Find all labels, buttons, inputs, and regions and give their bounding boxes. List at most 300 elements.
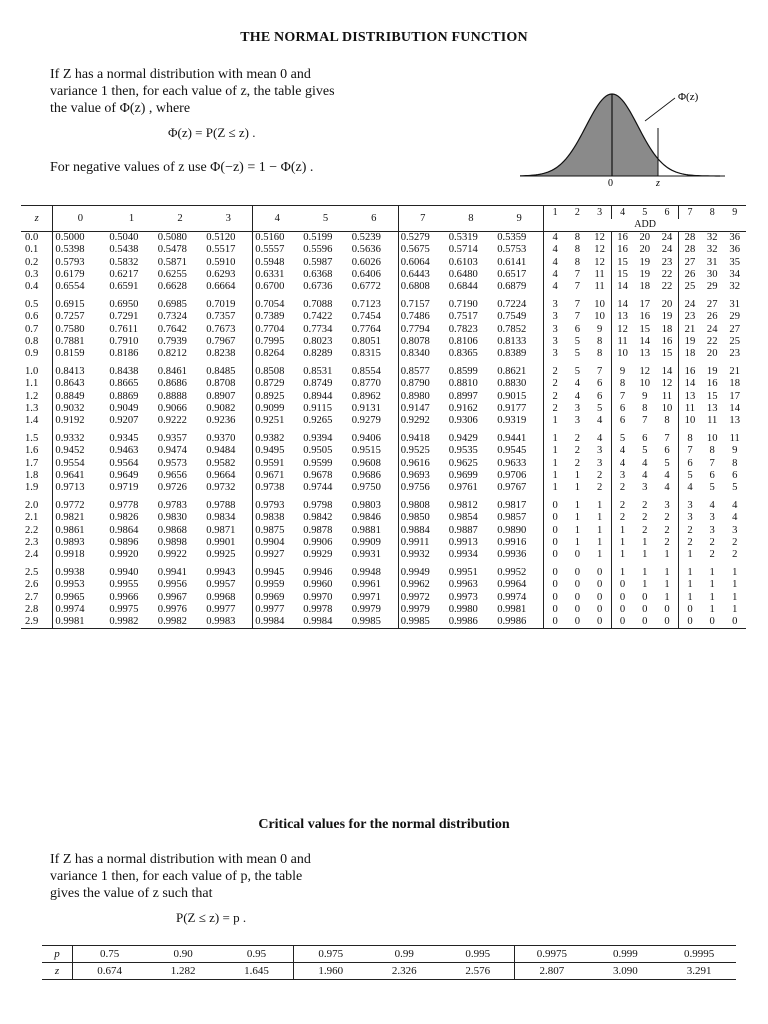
add-value-cell: 5: [611, 427, 633, 445]
phi-value-cell: 0.8133: [497, 335, 527, 347]
phi-value-cell: 0.9131: [351, 402, 381, 414]
add-value-cell: 34: [729, 268, 740, 280]
z-value-cell: 3.090: [589, 963, 663, 980]
phi-value-cell: 0.9686: [351, 469, 381, 481]
z-column-header: z: [21, 206, 53, 232]
add-value-cell: 1: [709, 579, 715, 591]
normal-curve-figure: [520, 78, 745, 190]
negative-values-note: For negative values of z use Φ(−z) = 1 − Φ(z) .: [50, 160, 314, 175]
phi-value-cell: 0.9977: [253, 604, 301, 616]
phi-value-cell: 0.9750: [351, 482, 381, 494]
z-value-cell: 1.2: [25, 390, 39, 402]
add-value-cell: 9: [611, 360, 633, 378]
phi-value-cell: 0.8944: [303, 390, 333, 402]
phi-value-cell: 0.9452: [53, 445, 107, 457]
z-value-cell: 2.807: [515, 963, 589, 980]
add-value-cell: 2: [574, 445, 581, 457]
phi-value-cell: 0.7967: [206, 335, 236, 347]
phi-value-cell: 0.9962: [398, 579, 446, 591]
add-value-cell: 3: [678, 512, 700, 524]
phi-value-cell: 0.7054: [253, 293, 301, 311]
add-value-cell: 0: [544, 592, 566, 604]
add-value-cell: 4: [611, 458, 633, 470]
add-value-cell: 3: [544, 348, 566, 360]
phi-value-cell: 0.9955: [109, 579, 139, 591]
phi-value-cell: 0.9963: [448, 579, 478, 591]
phi-value-cell: 0.9961: [351, 579, 381, 591]
z-value-cell: 2.7: [25, 591, 39, 603]
phi-value-cell: 0.5793: [53, 257, 107, 269]
phi-value-cell: 0.7123: [351, 299, 381, 311]
phi-value-cell: 0.8485: [206, 366, 236, 378]
col-header: 7: [398, 206, 446, 232]
add-value-cell: 16: [639, 311, 651, 323]
z-value-cell: 2.326: [367, 963, 441, 980]
add-value-cell: 0: [574, 567, 581, 579]
phi-value-cell: 0.8212: [157, 348, 187, 360]
z-value-cell: 2.5: [25, 567, 39, 579]
phi-value-cell: 0.7517: [448, 311, 478, 323]
phi-value-cell: 0.7910: [109, 335, 139, 347]
z-value-cell: 2.1: [25, 512, 39, 524]
add-value-cell: 7: [596, 366, 603, 378]
add-digit: 3: [597, 206, 603, 218]
phi-value-cell: 0.5948: [253, 257, 301, 269]
phi-value-cell: 0.6480: [448, 268, 478, 280]
phi-value-cell: 0.9671: [253, 470, 301, 482]
phi-value-cell: 0.8907: [206, 390, 236, 402]
z-value-cell: 2.2: [25, 524, 39, 536]
phi-value-cell: 0.9977: [206, 603, 236, 615]
phi-value-cell: 0.6517: [497, 268, 527, 280]
add-value-cell: 16: [678, 360, 700, 378]
add-value-cell: 7: [574, 268, 581, 280]
p-row: [42, 946, 736, 963]
phi-value-cell: 0.5040: [109, 232, 139, 244]
add-value-cell: 1: [596, 549, 603, 561]
add-value-cell: 0: [544, 537, 566, 549]
phi-value-cell: 0.9382: [253, 427, 301, 445]
add-value-cell: 0: [723, 616, 746, 629]
phi-value-cell: 0.6368: [303, 268, 333, 280]
intro-line: If Z has a normal distribution with mean 0 and: [50, 852, 311, 867]
phi-value-cell: 0.8531: [303, 366, 333, 378]
add-value-cell: 4: [642, 469, 648, 481]
add-value-cell: 0: [611, 604, 633, 616]
phi-value-cell: 0.8729: [253, 378, 301, 390]
add-value-cell: 4: [664, 469, 670, 481]
phi-value-cell: 0.9713: [53, 482, 107, 494]
phi-value-cell: 0.9798: [303, 500, 333, 512]
add-value-cell: 4: [732, 500, 738, 512]
add-value-cell: 6: [678, 458, 700, 470]
add-value-cell: 10: [611, 348, 633, 360]
phi-value-cell: 0.8621: [497, 366, 527, 378]
phi-value-cell: 0.5636: [351, 244, 381, 256]
add-value-cell: 28: [678, 244, 700, 256]
phi-value-cell: 0.9744: [303, 482, 333, 494]
p-value-cell: 0.9975: [515, 946, 589, 963]
phi-value-cell: 0.9515: [351, 445, 381, 457]
phi-value-cell: 0.7734: [303, 323, 333, 335]
phi-value-cell: 0.9960: [303, 579, 333, 591]
add-value-cell: 20: [639, 244, 651, 256]
add-value-cell: 10: [678, 415, 700, 427]
add-digit: 8: [709, 206, 715, 218]
phi-value-cell: 0.9357: [157, 433, 187, 445]
phi-value-cell: 0.9817: [497, 500, 527, 512]
add-value-cell: 36: [729, 244, 740, 256]
add-value-cell: 20: [706, 348, 718, 360]
col-header: 9: [495, 206, 543, 232]
phi-value-cell: 0.8438: [109, 366, 139, 378]
table-row: [21, 592, 746, 604]
add-value-cell: 8: [642, 402, 648, 414]
phi-value-cell: 0.5120: [206, 232, 236, 244]
phi-value-cell: 0.9821: [53, 512, 107, 524]
add-value-cell: 0: [596, 567, 603, 579]
phi-value-cell: 0.9986: [447, 616, 495, 629]
phi-value-cell: 0.9236: [206, 415, 236, 427]
phi-value-cell: 0.7389: [253, 311, 301, 323]
add-value-cell: 14: [729, 402, 740, 414]
add-value-cell: 3: [664, 500, 670, 512]
phi-value-cell: 0.6844: [448, 281, 478, 293]
phi-value-cell: 0.9803: [351, 500, 381, 512]
add-value-cell: 22: [661, 268, 673, 280]
z-value-cell: 1.6: [25, 445, 39, 457]
z-row: [42, 963, 736, 980]
add-value-cell: 12: [594, 244, 605, 256]
intro-line: gives the value of z such that: [50, 886, 213, 901]
phi-value-cell: 0.9976: [157, 603, 187, 615]
add-value-cell: 1: [611, 561, 633, 579]
add-value-cell: 1: [709, 603, 715, 615]
phi-value-cell: 0.9664: [206, 469, 236, 481]
phi-value-cell: 0.7794: [398, 324, 446, 336]
phi-value-cell: 0.6293: [206, 268, 236, 280]
table-row: [21, 512, 746, 524]
add-value-cell: 5: [678, 470, 700, 482]
phi-value-cell: 0.9983: [204, 616, 252, 629]
phi-value-cell: 0.9616: [398, 458, 446, 470]
add-value-cell: 4: [596, 415, 603, 427]
add-value-cell: 13: [639, 348, 651, 360]
phi-value-cell: 0.8264: [253, 348, 301, 360]
add-value-cell: 1: [574, 512, 581, 524]
add-value-cell: 6: [596, 390, 603, 402]
add-value-cell: 12: [594, 232, 605, 244]
add-value-cell: 20: [639, 232, 651, 244]
phi-value-cell: 0.9788: [206, 500, 236, 512]
phi-value-cell: 0.9115: [303, 402, 332, 414]
add-value-cell: 12: [611, 324, 633, 336]
add-value-cell: 1: [611, 525, 633, 537]
phi-value-cell: 0.7704: [253, 324, 301, 336]
add-value-cell: 5: [574, 366, 581, 378]
phi-value-cell: 0.9032: [53, 403, 107, 415]
add-value-cell: 12: [639, 366, 651, 378]
phi-value-cell: 0.6736: [303, 281, 333, 293]
phi-value-cell: 0.9966: [109, 591, 139, 603]
add-value-cell: 4: [678, 482, 700, 494]
phi-value-cell: 0.8389: [497, 348, 527, 360]
add-digit: 5: [642, 206, 648, 218]
z-value-cell: 2.3: [25, 536, 39, 548]
phi-value-cell: 0.9406: [351, 433, 381, 445]
phi-value-cell: 0.9969: [253, 592, 301, 604]
phi-value-cell: 0.9251: [253, 415, 301, 427]
p-value-cell: 0.9995: [662, 946, 736, 963]
table-row: [21, 348, 746, 360]
phi-value-cell: 0.9875: [253, 525, 301, 537]
add-value-cell: 21: [729, 366, 740, 378]
add-value-cell: 27: [678, 257, 700, 269]
phi-value-cell: 0.7673: [206, 323, 236, 335]
add-value-cell: 26: [706, 311, 718, 323]
phi-value-cell: 0.5714: [448, 244, 478, 256]
add-value-cell: 14: [678, 378, 700, 390]
col-header: 1: [107, 206, 155, 232]
add-value-cell: 20: [661, 299, 673, 311]
add-value-cell: 1: [709, 567, 715, 579]
phi-value-cell: 0.8023: [303, 335, 333, 347]
phi-value-cell: 0.5199: [303, 232, 333, 244]
phi-value-cell: 0.9591: [253, 458, 301, 470]
z-value-cell: 0.6: [25, 311, 39, 323]
z-value-cell: 2.6: [25, 579, 39, 591]
add-value-cell: 15: [611, 269, 633, 281]
add-value-cell: 6: [732, 469, 738, 481]
phi-value-cell: 0.9964: [497, 579, 527, 591]
add-value-cell: 35: [729, 256, 740, 268]
phi-value-cell: 0.7190: [448, 299, 478, 311]
z-value-cell: 0.1: [25, 244, 39, 256]
phi-value-cell: 0.8770: [351, 378, 381, 390]
phi-value-cell: 0.9971: [351, 591, 381, 603]
phi-value-cell: 0.9545: [497, 445, 527, 457]
add-value-cell: 19: [706, 366, 718, 378]
phi-value-cell: 0.8869: [109, 390, 139, 402]
add-value-cell: 1: [732, 603, 738, 615]
add-value-cell: 1: [678, 549, 700, 561]
phi-value-cell: 0.7764: [351, 323, 381, 335]
phi-value-cell: 0.9918: [53, 549, 107, 561]
add-value-cell: 11: [678, 403, 700, 415]
z-value-cell: 2.0: [25, 500, 39, 512]
phi-value-cell: 0.9793: [253, 494, 301, 512]
phi-value-cell: 0.9981: [497, 603, 527, 615]
add-value-cell: 6: [611, 415, 633, 427]
add-value-cell: 0: [611, 592, 633, 604]
phi-value-cell: 0.9972: [398, 592, 446, 604]
phi-value-cell: 0.8790: [398, 378, 446, 390]
phi-value-cell: 0.6255: [157, 268, 187, 280]
phi-value-cell: 0.7995: [253, 336, 301, 348]
phi-value-cell: 0.6141: [497, 256, 527, 268]
phi-value-cell: 0.5279: [398, 232, 446, 245]
add-value-cell: 29: [706, 281, 718, 293]
add-value-cell: 8: [574, 232, 581, 244]
phi-definition: Φ(z) = P(Z ≤ z) .: [168, 125, 256, 140]
phi-value-cell: 0.7881: [53, 336, 107, 348]
phi-value-cell: 0.6950: [109, 299, 139, 311]
add-value-cell: 1: [732, 591, 738, 603]
add-value-cell: 0: [611, 579, 633, 591]
add-value-cell: 4: [596, 433, 603, 445]
add-value-cell: 14: [611, 293, 633, 311]
add-value-cell: 22: [661, 281, 673, 293]
add-value-cell: 1: [574, 469, 581, 481]
add-value-cell: 1: [596, 500, 603, 512]
table-row: [21, 415, 746, 427]
p-value-cell: 0.99: [367, 946, 441, 963]
phi-value-cell: 0.6628: [157, 281, 187, 293]
phi-value-cell: 0.9772: [53, 494, 107, 512]
add-value-cell: 0: [678, 604, 700, 616]
add-value-cell: 8: [574, 244, 581, 256]
add-value-cell: 0: [634, 616, 656, 629]
add-value-cell: 1: [596, 512, 603, 524]
phi-value-cell: 0.7088: [303, 299, 333, 311]
add-value-cell: 1: [642, 579, 648, 591]
add-value-cell: 21: [678, 324, 700, 336]
phi-value-cell: 0.7454: [351, 311, 381, 323]
add-value-cell: 14: [611, 281, 633, 293]
col-header: 3: [204, 206, 252, 232]
add-value-cell: 31: [706, 256, 718, 268]
phi-value-cell: 0.9927: [253, 549, 301, 561]
phi-value-cell: 0.6554: [53, 281, 107, 293]
phi-value-cell: 0.6026: [351, 256, 381, 268]
add-value-cell: 0: [596, 591, 603, 603]
z-value-cell: 0.2: [25, 256, 39, 268]
p-label: p: [42, 946, 73, 963]
critical-formula: P(Z ≤ z) = p .: [176, 910, 247, 925]
add-value-cell: 0: [544, 604, 566, 616]
add-value-cell: 0: [678, 616, 700, 629]
phi-value-cell: 0.9968: [206, 591, 236, 603]
phi-value-cell: 0.8461: [157, 366, 187, 378]
add-value-cell: 1: [544, 415, 566, 427]
phi-value-cell: 0.9904: [253, 537, 301, 549]
add-value-cell: 13: [678, 391, 700, 403]
phi-value-cell: 0.9959: [253, 579, 301, 591]
phi-value-cell: 0.9192: [53, 415, 107, 427]
intro-paragraph: [50, 66, 335, 117]
add-value-cell: 1: [642, 536, 648, 548]
phi-value-cell: 0.9906: [303, 536, 333, 548]
add-value-cell: 18: [661, 323, 673, 335]
add-value-cell: 11: [729, 433, 740, 445]
phi-value-cell: 0.9554: [53, 458, 107, 470]
add-value-cell: 24: [661, 244, 673, 256]
add-value-cell: 0: [566, 616, 588, 629]
z-value-cell: 2.9: [21, 616, 53, 629]
add-value-cell: 0: [544, 549, 566, 561]
phi-value-cell: 0.9984: [253, 616, 301, 629]
add-value-cell: 1: [664, 579, 670, 591]
phi-value-cell: 0.9941: [157, 567, 187, 579]
phi-value-cell: 0.9911: [398, 537, 446, 549]
add-value-cell: 3: [544, 324, 566, 336]
add-value-cell: 1: [642, 567, 648, 579]
phi-value-cell: 0.8508: [253, 360, 301, 378]
phi-value-cell: 0.6331: [253, 269, 301, 281]
table-row: [21, 470, 746, 482]
phi-value-cell: 0.6217: [109, 268, 139, 280]
phi-value-cell: 0.9943: [206, 567, 236, 579]
add-value-cell: 15: [611, 257, 633, 269]
table-row: [21, 604, 746, 616]
add-value-cell: 2: [544, 360, 566, 378]
phi-value-cell: 0.9949: [398, 561, 446, 579]
phi-value-cell: 0.7642: [157, 323, 187, 335]
add-value-cell: 2: [664, 512, 670, 524]
phi-value-cell: 0.9738: [253, 482, 301, 494]
add-value-cell: 5: [732, 482, 738, 494]
phi-value-cell: 0.9951: [448, 567, 478, 579]
add-value-cell: 1: [574, 524, 581, 536]
add-value-cell: 5: [574, 348, 581, 360]
phi-value-cell: 0.9756: [398, 482, 446, 494]
add-value-cell: 24: [661, 232, 673, 244]
add-value-cell: 32: [729, 281, 740, 293]
phi-value-cell: 0.7823: [448, 323, 478, 335]
phi-value-cell: 0.8749: [303, 378, 333, 390]
add-value-cell: 23: [729, 348, 740, 360]
phi-value-cell: 0.9871: [206, 524, 236, 536]
phi-value-cell: 0.8554: [351, 366, 381, 378]
phi-value-cell: 0.9979: [398, 604, 446, 616]
z-value-cell: 1.282: [146, 963, 220, 980]
phi-value-cell: 0.9429: [448, 433, 478, 445]
add-value-cell: 1: [678, 579, 700, 591]
z-value-cell: 2.8: [25, 603, 39, 615]
add-value-cell: 4: [544, 244, 566, 256]
phi-value-cell: 0.8643: [53, 378, 107, 390]
add-value-cell: 1: [664, 549, 670, 561]
add-value-cell: 24: [706, 323, 718, 335]
phi-value-cell: 0.9953: [53, 579, 107, 591]
add-value-cell: 0: [544, 579, 566, 591]
phi-value-cell: 0.9965: [53, 592, 107, 604]
phi-value-cell: 0.6179: [53, 269, 107, 281]
phi-value-cell: 0.5319: [448, 232, 478, 244]
phi-value-cell: 0.9608: [351, 457, 381, 469]
add-value-cell: 7: [574, 281, 581, 293]
add-value-cell: 1: [596, 524, 603, 536]
phi-value-cell: 0.7852: [497, 323, 527, 335]
phi-value-cell: 0.5596: [303, 244, 333, 256]
phi-value-cell: 0.8997: [448, 390, 478, 402]
phi-value-cell: 0.7324: [157, 311, 187, 323]
add-value-cell: 2: [596, 482, 603, 494]
table-body: [21, 232, 746, 629]
add-value-cell: 19: [639, 268, 651, 280]
phi-value-cell: 0.5239: [351, 232, 381, 244]
z-value-cell: 0.7: [25, 323, 39, 335]
phi-value-cell: 0.8315: [351, 348, 381, 360]
add-value-cell: 30: [706, 268, 718, 280]
add-value-cell: 15: [639, 323, 651, 335]
z-value-cell: 3.291: [662, 963, 736, 980]
add-digit: 1: [544, 206, 566, 220]
phi-value-cell: 0.9985: [350, 616, 398, 629]
phi-value-cell: 0.6808: [398, 281, 446, 293]
phi-value-cell: 0.9015: [497, 390, 527, 402]
phi-value-cell: 0.9319: [497, 415, 527, 427]
